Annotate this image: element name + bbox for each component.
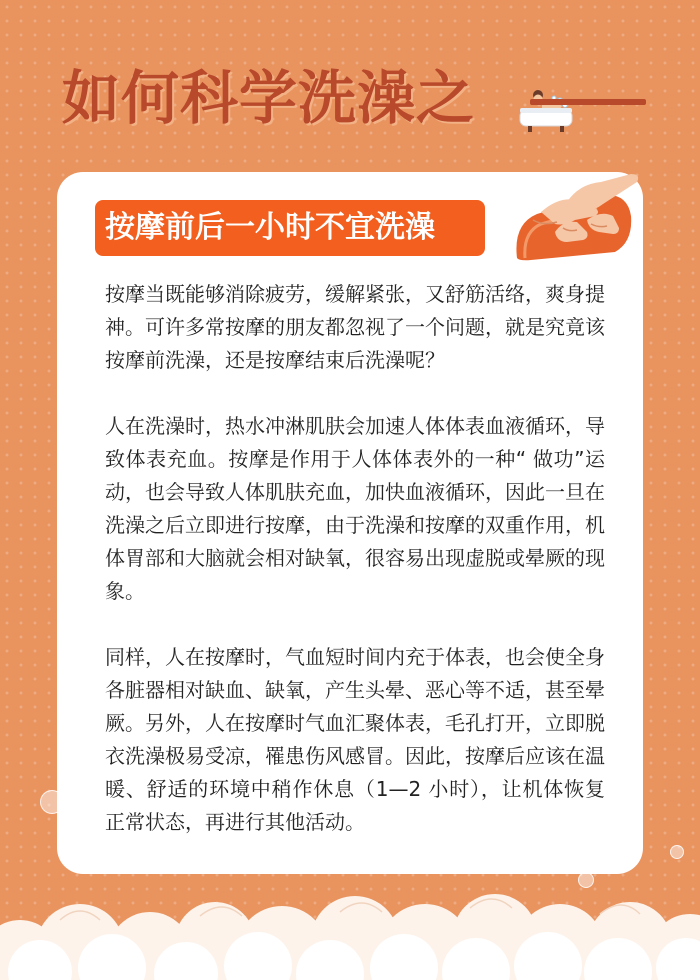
bathtub-icon: [516, 88, 576, 136]
paragraph: 按摩当既能够消除疲劳，缓解紧张，又舒筋活络，爽身提神。可许多常按摩的朋友都忽视了一个问题，就是究竟该按摩前洗澡，还是按摩结束后洗澡呢？: [105, 282, 605, 372]
page-title: 如何科学洗澡之: [62, 64, 476, 132]
title-decorative-line: [530, 99, 646, 105]
section-title: 按摩前后一小时不宜洗澡: [95, 200, 485, 256]
paragraph: 人在洗澡时，热水冲淋肌肤会加速人体体表血液循环，导致体表充血。按摩是作用于人体体表外的一种“ 做功”运动，也会导致人体肌肤充血，加快血液循环，因此一旦在洗澡之后立即进行按摩，由于洗澡和按摩的双重作用，机体胃部和大脑就会相对缺氧，很容易出现虚脱或晕厥的现象。: [105, 414, 605, 603]
foam-bubble: [40, 790, 64, 814]
foam-clouds: [0, 850, 700, 980]
content-card: [57, 172, 643, 874]
massage-hands-illustration: [503, 172, 643, 268]
paragraph: 同样，人在按摩时，气血短时间内充于体表，也会使全身各脏器相对缺血、缺氧，产生头晕、恶心等不适，甚至晕厥。另外，人在按摩时气血汇聚体表，毛孔打开，立即脱衣洗澡极易受凉，罹患伤风感冒。因此，按摩后应该在温暖、舒适的环境中稍作休息（1—2 小时），让机体恢复正常状态，再进行其他活动。: [105, 645, 605, 834]
title-area: [62, 58, 682, 138]
article-body: [105, 278, 605, 872]
